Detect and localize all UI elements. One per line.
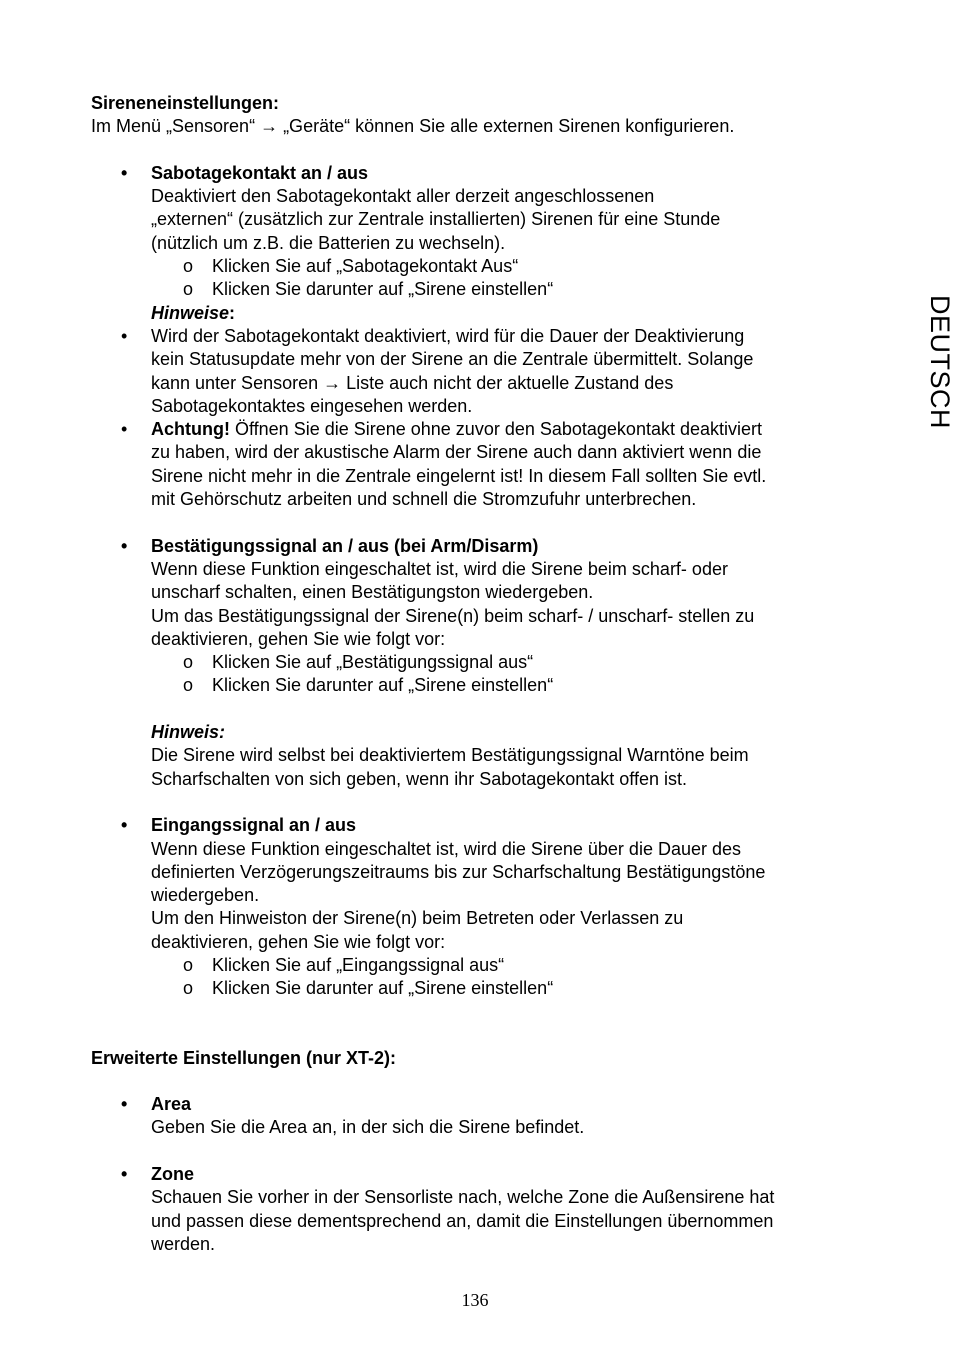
eingang-line: Wenn diese Funktion eingeschaltet ist, wird die Sirene über die Dauer des: [151, 838, 742, 859]
bullet-area-title: • Area: [91, 1093, 871, 1116]
page-number: 136: [461, 1290, 489, 1310]
bullet-achtung: [91, 418, 871, 441]
eingang-step: o Klicken Sie auf „Eingangssignal aus“: [91, 954, 871, 977]
bestaetigung-line: unscharf schalten, einen Bestätigungston wiedergeben.: [151, 582, 594, 603]
sabotage-line: Deaktiviert den Sabotagekontakt aller derzeit angeschlossenen: [151, 186, 655, 207]
achtung-text: Öffnen Sie die Sirene ohne zuvor den Sabotagekontakt deaktiviert: [229, 419, 763, 440]
sabotage-line: (nützlich um z.B. die Batterien zu wechseln).: [151, 232, 506, 253]
achtung-label: Achtung!: [151, 419, 230, 440]
language-side-label: DEUTSCH: [925, 295, 955, 430]
bullet-zone-title: • Zone: [91, 1163, 871, 1186]
hinweise-text: Hinweise: [151, 302, 230, 323]
bullet-note-deaktivierung: • Wird der Sabotagekontakt deaktiviert, wird für die Dauer der Deaktivierung: [91, 325, 871, 348]
zone-line: Schauen Sie vorher in der Sensorliste nach, welche Zone die Außensirene hat: [151, 1187, 775, 1208]
bestaetigung-line: deaktivieren, gehen Sie wie folgt vor:: [151, 628, 446, 649]
document-body: [91, 92, 871, 1256]
note-line: Sabotagekontaktes eingesehen werden.: [151, 395, 473, 416]
section-heading-sirene: Sireneneinstellungen:: [91, 93, 280, 113]
achtung-line: Sirene nicht mehr in die Zentrale eingelernt ist! In diesem Fall sollten Sie evtl.: [151, 465, 767, 486]
sabotage-line: „externen“ (zusätzlich zur Zentrale installierten) Sirenen für eine Stunde: [151, 209, 721, 230]
bullet-eingang-title: • Eingangssignal an / aus: [91, 814, 871, 837]
sabotage-step: o Klicken Sie darunter auf „Sirene einstellen“: [91, 278, 871, 301]
eingang-line: Um den Hinweiston der Sirene(n) beim Betreten oder Verlassen zu: [151, 908, 684, 929]
achtung-line: mit Gehörschutz arbeiten und schnell die Stromzufuhr unterbrechen.: [151, 489, 697, 510]
achtung-line: zu haben, wird der akustische Alarm der Sirene auch dann aktiviert wenn die: [151, 442, 762, 463]
bestaetigung-line: Wenn diese Funktion eingeschaltet ist, wird die Sirene beim scharf- oder: [151, 558, 728, 579]
intro-text: Im Menü „Sensoren“ → „Geräte“ können Sie alle externen Sirenen konfigurieren.: [91, 116, 735, 137]
hinweis-line: Die Sirene wird selbst bei deaktiviertem Bestätigungssignal Warntöne beim: [151, 745, 749, 766]
zone-line: und passen diese dementsprechend an, damit die Einstellungen übernommen: [151, 1210, 774, 1231]
section-heading-erweitert: Erweiterte Einstellungen (nur XT-2):: [91, 1047, 397, 1068]
bullet-bestaetigung-title: • Bestätigungssignal an / aus (bei Arm/Disarm): [91, 535, 871, 558]
hinweise-colon: :: [229, 302, 236, 323]
hinweis-line: Scharfschalten von sich geben, wenn ihr Sabotagekontakt offen ist.: [151, 768, 688, 789]
area-line: Geben Sie die Area an, in der sich die Sirene befindet.: [151, 1117, 585, 1138]
bestaetigung-line: Um das Bestätigungssignal der Sirene(n) beim scharf- / unscharf- stellen zu: [151, 605, 755, 626]
eingang-line: deaktivieren, gehen Sie wie folgt vor:: [151, 931, 446, 952]
note-line: kein Statusupdate mehr von der Sirene an die Zentrale übermittelt. Solange: [151, 349, 754, 370]
bestaetigung-step: o Klicken Sie darunter auf „Sirene einstellen“: [91, 674, 871, 697]
zone-line: werden.: [151, 1233, 216, 1254]
hinweis-label: Hinweis:: [151, 722, 226, 743]
bullet-sabotage-title: • Sabotagekontakt an / aus: [91, 162, 871, 185]
eingang-line: definierten Verzögerungszeitraums bis zur Scharfschaltung Bestätigungstöne: [151, 861, 766, 882]
note-line: kann unter Sensoren → Liste auch nicht der aktuelle Zustand des: [151, 372, 674, 393]
eingang-step: o Klicken Sie darunter auf „Sirene einstellen“: [91, 977, 871, 1000]
hinweise-label: [91, 302, 871, 325]
eingang-line: wiedergeben.: [151, 885, 260, 906]
bestaetigung-step: o Klicken Sie auf „Bestätigungssignal aus“: [91, 651, 871, 674]
sabotage-step: o Klicken Sie auf „Sabotagekontakt Aus“: [91, 255, 871, 278]
